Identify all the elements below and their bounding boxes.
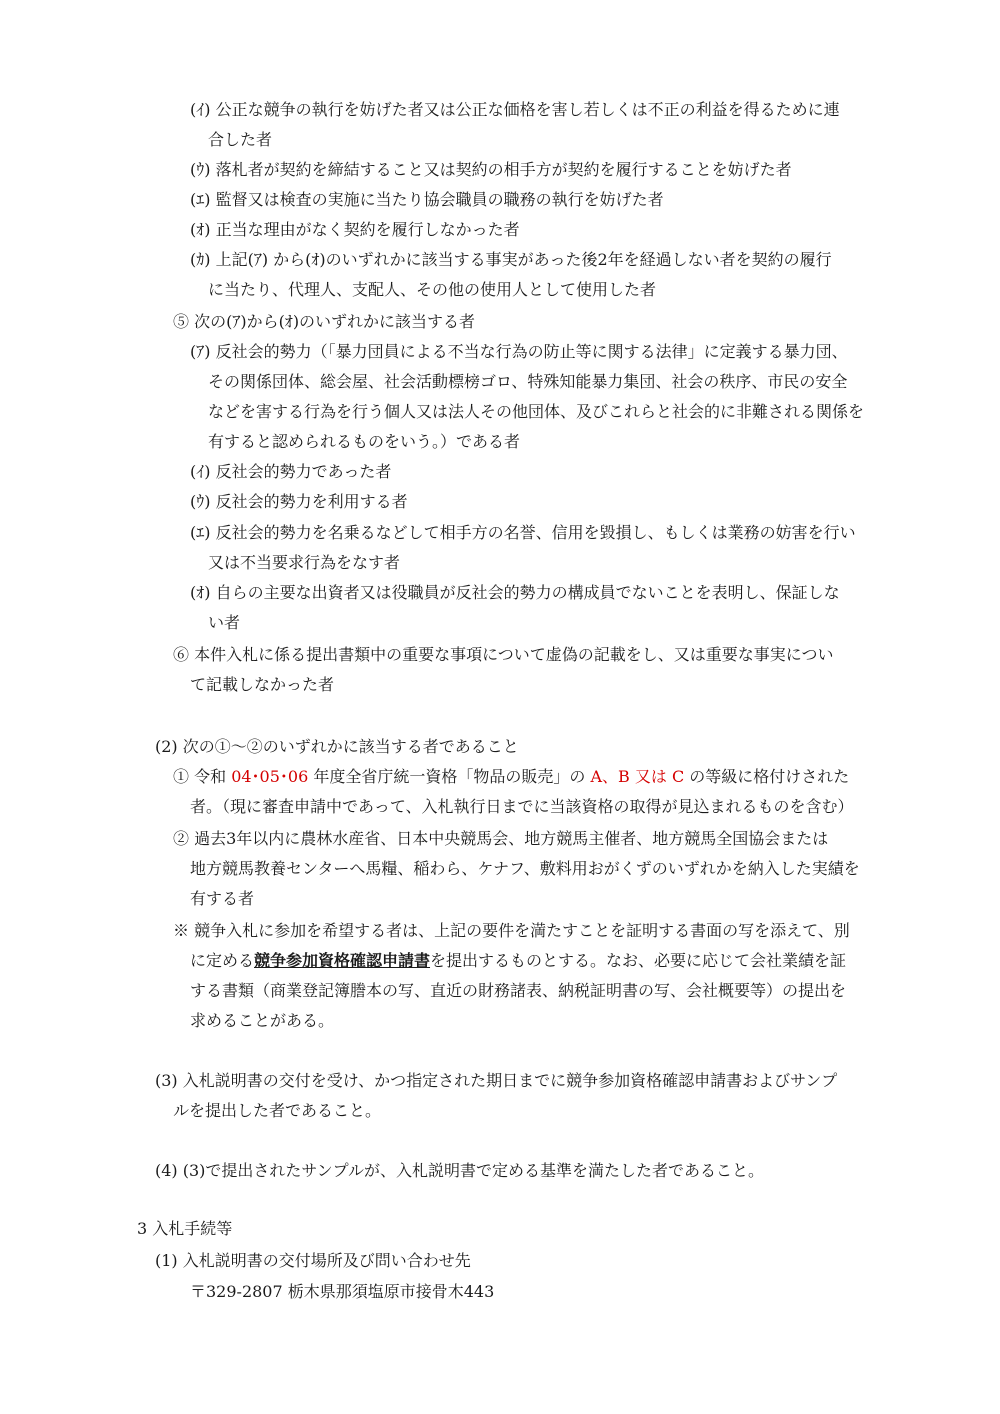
clause-i-line2: 合した者 <box>208 130 273 149</box>
item5-i: (ｲ) 反社会的勢力であった者 <box>190 462 392 481</box>
item5-e-line1: (ｴ) 反社会的勢力を名乗るなどして相手方の名誉、信用を毀損し、もしくは業務の妨害を行い <box>190 523 856 542</box>
note-line1: ※ 競争入札に参加を希望する者は、上記の要件を満たすことを証明する書面の写を添えて、別 <box>173 921 850 940</box>
note-line2 <box>190 950 846 972</box>
note-line2-suffix: を提出するものとする。なお、必要に応じて会社業績を証 <box>430 951 847 970</box>
item5-a-line3: などを害する行為を行う個人又は法人その他団体、及びこれらと社会的に非難される関係を <box>208 402 865 421</box>
fiscal-years: 04･05･06 <box>231 767 309 786</box>
item6-line1: ⑥ 本件入札に係る提出書類中の重要な事項について虚偽の記載をし、又は重要な事実につい <box>173 645 834 664</box>
item5-heading: ⑤ 次の(ｱ)から(ｵ)のいずれかに該当する者 <box>173 312 476 331</box>
section3-title: 3 入札手続等 <box>137 1219 233 1238</box>
item5-a-line1: (ｱ) 反社会的勢力（「暴力団員による不当な行為の防止等に関する法律」に定義する暴力団、 <box>190 342 848 361</box>
para3-line2: ルを提出した者であること。 <box>173 1101 382 1120</box>
section3-sub1: (1) 入札説明書の交付場所及び問い合わせ先 <box>155 1251 471 1270</box>
clause-ka-line2: に当たり、代理人、支配人、その他の使用人として使用した者 <box>208 280 657 299</box>
item5-a-line2: その関係団体、総会屋、社会活動標榜ゴロ、特殊知能暴力集団、社会の秩序、市民の安全 <box>208 372 848 391</box>
para4-line1: (4) (3)で提出されたサンプルが、入札説明書で定める基準を満たした者であること。 <box>155 1161 764 1180</box>
para2-condition1-line2: 者。（現に審査申請中であって、入札執行日までに当該資格の取得が見込まれるものを含む） <box>190 797 854 816</box>
condition1-suffix: の等級に格付けされた <box>684 767 850 786</box>
para3-line1: (3) 入札説明書の交付を受け、かつ指定された期日までに競争参加資格確認申請書およびサンプ <box>155 1071 838 1090</box>
para2-heading: (2) 次の①～②のいずれかに該当する者であること <box>155 737 519 756</box>
item5-o-line2: い者 <box>208 613 241 632</box>
clause-u: (ｳ) 落札者が契約を締結すること又は契約の相手方が契約を履行することを妨げた者 <box>190 160 792 179</box>
para2-condition2-line2: 地方競馬教養センターへ馬糧、稲わら、ケナフ、敷料用おがくずのいずれかを納入した実績を <box>190 859 860 878</box>
para2-condition2-line3: 有する者 <box>190 889 255 908</box>
clause-e: (ｴ) 監督又は検査の実施に当たり協会職員の職務の執行を妨げた者 <box>190 190 664 209</box>
note-line2-prefix: に定める <box>190 951 255 970</box>
condition1-middle: 年度全省庁統一資格「物品の販売」の <box>308 767 591 786</box>
application-form-name: 競争参加資格確認申請書 <box>254 951 431 970</box>
clause-o: (ｵ) 正当な理由がなく契約を履行しなかった者 <box>190 220 520 239</box>
item5-a-line4: 有すると認められるものをいう。）である者 <box>208 432 521 451</box>
grade-levels: A、B 又は C <box>590 767 685 786</box>
item5-o-line1: (ｵ) 自らの主要な出資者又は役職員が反社会的勢力の構成員でないことを表明し、保証しな <box>190 583 840 602</box>
clause-ka-line1: (ｶ) 上記(ｱ) から(ｵ)のいずれかに該当する事実があった後2年を経過しない者を契約の履行 <box>190 250 832 269</box>
clause-i-line1: (ｲ) 公正な競争の執行を妨げた者又は公正な価格を害し若しくは不正の利益を得るために連 <box>190 100 840 119</box>
contact-address: 〒329-2807 栃木県那須塩原市接骨木443 <box>190 1282 495 1301</box>
para2-condition2-line1: ② 過去3年以内に農林水産省、日本中央競馬会、地方競馬主催者、地方競馬全国協会または <box>173 829 829 848</box>
item5-u: (ｳ) 反社会的勢力を利用する者 <box>190 492 408 511</box>
item6-line2: て記載しなかった者 <box>190 675 335 694</box>
condition1-prefix: ① 令和 <box>173 767 232 786</box>
para2-condition1-line1 <box>173 766 849 788</box>
note-line3: する書類（商業登記簿謄本の写、直近の財務諸表、納税証明書の写、会社概要等）の提出を <box>190 981 847 1000</box>
note-line4: 求めることがある。 <box>190 1011 335 1030</box>
item5-e-line2: 又は不当要求行為をなす者 <box>208 553 401 572</box>
